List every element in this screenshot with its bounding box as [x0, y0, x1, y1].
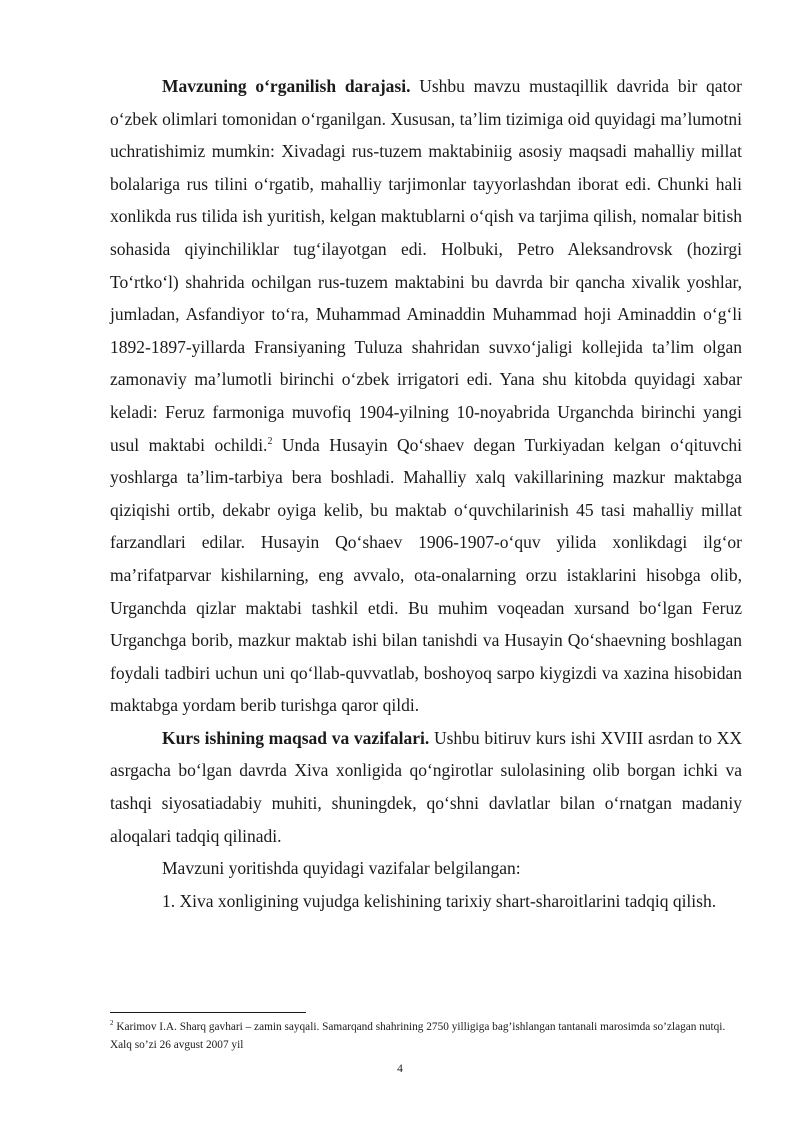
page-number: 4	[397, 1063, 403, 1075]
footnote-reference: 2	[267, 435, 273, 447]
paragraph-text: Ushbu mavzu mustaqillik davrida bir qator o‘zbek olimlari tomonidan o‘rganilgan. Xususan, ta’lim tizimiga oid quyidagi ma’lumotni uchratishimiz mumkin: Xivadagi rus-tuzem maktabiniig asosiy maqsadi mahalliy millat bolalariga rus tilini o‘rgatib, mahalliy tarjimonlar tayyorlashdan iborat edi. Chunki hali xonlikda rus tilida ish yuritish, kelgan maktublarni o‘qish va tarjima qilish, nomalar bitish sohasida qiyinchiliklar tug‘ilayotgan edi. Holbuki, Petro Aleksandrovsk (hozirgi To‘rtko‘l) shahrida ochilgan rus-tuzem maktabini bu davrda bir qancha xivalik yoshlar, jumladan, Asfandiyor to‘ra, Muhammad Aminaddin Muhammad hoji Aminaddin o‘g‘li 1892-1897-yillarda Fransiyaning Tuluza shahridan suvxo‘jaligi kollejida ta’lim olgan zamonaviy ma’lumotli birinchi o‘zbek irrigatori edi. Yana shu kitobda quyidagi xabar keladi: Feruz farmoniga muvofiq 1904-yilning 10-noyabrida Urganchda birinchi yangi usul maktabi ochildi.	[110, 76, 742, 455]
heading-goals: Kurs ishining maqsad va vazifalari.	[162, 727, 430, 748]
paragraph-tasks-intro: Mavzuni yoritishda quyidagi vazifalar belgilangan:	[162, 858, 521, 879]
paragraph-research-level	[110, 70, 742, 722]
paragraph-text: Ushbu bitiruv kurs ishi XVIII asrdan to XX asrgacha bo‘lgan davrda Xiva xonligida qo‘ngirotlar sulolasining olib borgan ichki va tashqi siyosatiadabiy muhiti, shuningdek, qo‘shni davlatlar bilan o‘rnatgan madaniy aloqalari tadqiq qilinadi.	[110, 727, 742, 846]
footnote-marker: 2	[110, 1019, 114, 1028]
footnote	[110, 1018, 730, 1054]
body-text	[110, 70, 742, 917]
paragraph-task-1: 1. Xiva xonligining vujudga kelishining tarixiy shart-sharoitlarini tadqiq qilish.	[162, 890, 717, 911]
paragraph-text-continued: Unda Husayin Qo‘shaev degan Turkiyadan kelgan o‘qituvchi yoshlarga ta’lim-tarbiya bera boshladi. Mahalliy xalq vakillarining mazkur maktabga qiziqishi ortib, dekabr oyiga kelib, bu maktab o‘quvchilarinish 45 tasi mahalliy millat farzandlari edilar. Husayin Qo‘shaev 1906-1907-o‘quv yilida xonlikdagi ilg‘or ma’rifatparvar kishilarning, eng avvalo, ota-onalarning orzu istaklarini hisobga olib, Urganchda qizlar maktabi tashkil etdi. Bu muhim voqeadan xursand bo‘lgan Feruz Urganchga borib, mazkur maktab ishi bilan tanishdi va Husayin Qo‘shaevning boshlagan foydali tadbiri uchun uni qo‘llab-quvvatlab, boshoyoq sarpo kiygizdi va xazina hisobidan maktabga yordam berib turishga qaror qildi.	[110, 434, 742, 716]
footnote-divider	[110, 1012, 306, 1013]
paragraph-goals	[110, 722, 742, 852]
heading-research-level: Mavzuning o‘rganilish darajasi.	[162, 76, 411, 96]
footnote-text: Karimov I.A. Sharq gavhari – zamin sayqali. Samarqand shahrining 2750 yilligiga bag’ishlangan tantanali marosimda so’zlagan nutqi. Xalq so’zi 26 avgust 2007 yil	[110, 1021, 726, 1051]
